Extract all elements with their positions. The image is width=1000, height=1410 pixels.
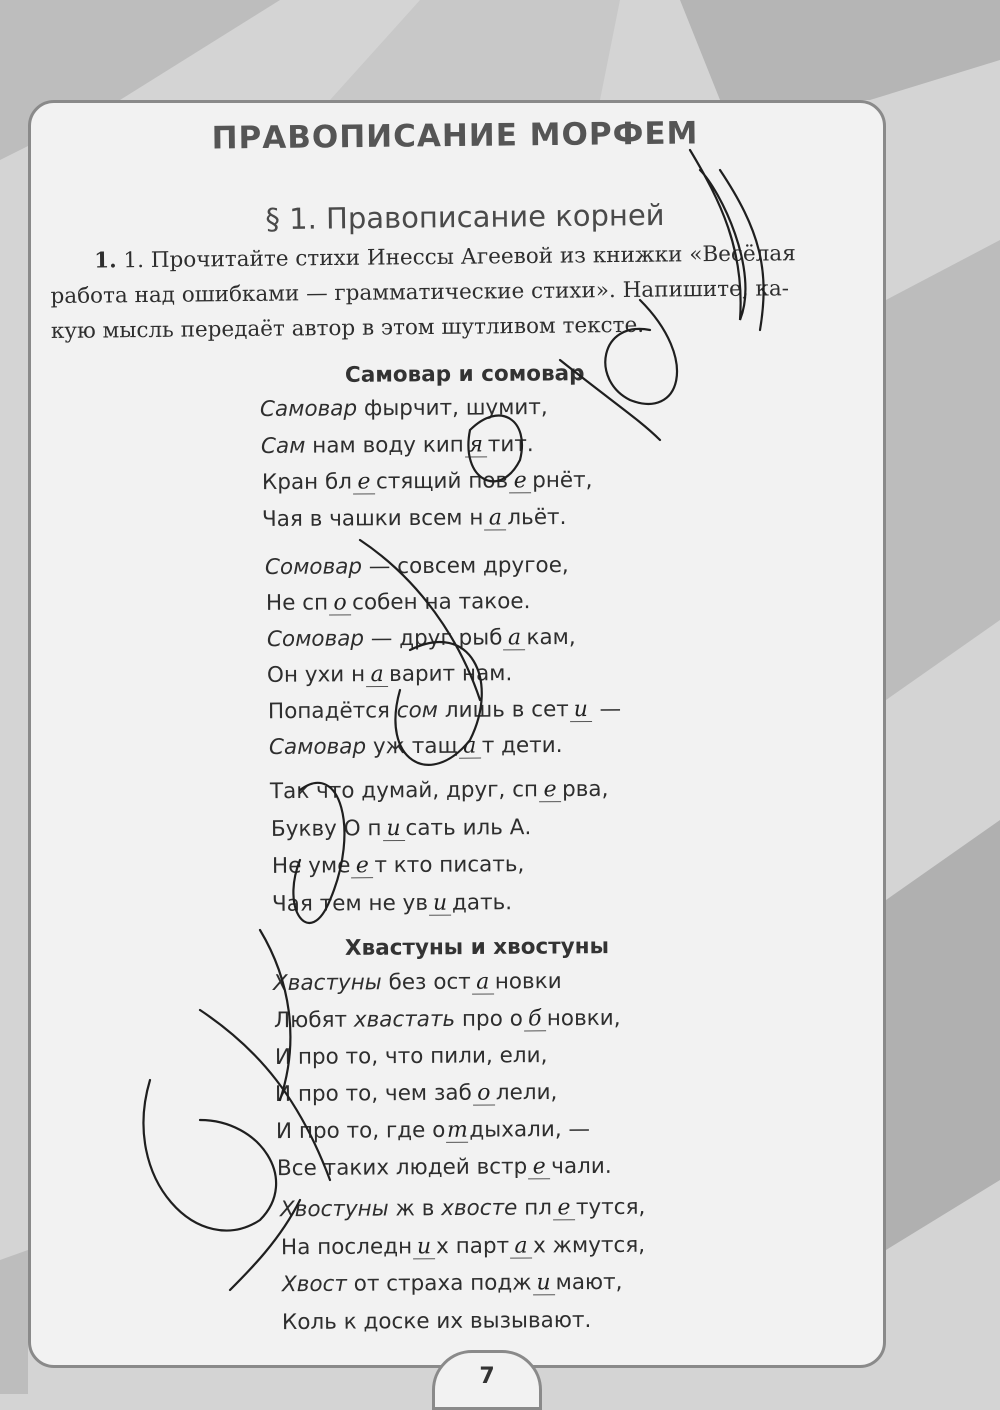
line-text: без ост xyxy=(381,969,471,996)
line-text: льёт. xyxy=(507,504,567,530)
line-text: Кран бл xyxy=(261,469,352,496)
poem-line xyxy=(275,1043,548,1070)
line-text: собен на такое. xyxy=(351,589,531,616)
line-text: дыхали, — xyxy=(469,1116,591,1143)
handwritten-letter: и xyxy=(570,699,592,722)
line-text: ж в xyxy=(388,1196,442,1222)
line-text: фырчит, шумит, xyxy=(356,394,548,422)
line-text: т кто писать, xyxy=(373,852,525,879)
poem-line xyxy=(271,815,531,842)
paragraph-title: § 1. Правописание корней xyxy=(265,197,665,237)
poem-line xyxy=(262,468,593,495)
line-text: рнёт, xyxy=(531,467,593,494)
poem-line xyxy=(274,1006,621,1033)
line-text: т дети. xyxy=(481,732,563,759)
line-text: — совсем другое, xyxy=(361,552,569,580)
handwritten-letter: б xyxy=(524,1008,546,1031)
line-text: лишь в сет xyxy=(438,697,570,724)
poem-line xyxy=(273,969,562,996)
handwritten-letter: и xyxy=(382,817,404,840)
italic-word: хвастать xyxy=(353,1006,456,1033)
line-text: варит нам. xyxy=(389,661,513,688)
line-text: Не сп xyxy=(265,590,328,616)
poem-line xyxy=(275,1080,558,1107)
italic-word: Сам xyxy=(260,433,306,459)
poem-line xyxy=(272,890,512,917)
poem-line xyxy=(260,395,548,422)
poem-line xyxy=(262,504,567,531)
line-text: — друг рыб xyxy=(363,625,503,652)
line-text: Попадётся xyxy=(268,698,398,725)
line-text: пл xyxy=(517,1195,553,1221)
handwritten-letter: я xyxy=(465,434,487,457)
poem-line xyxy=(268,697,621,724)
line-text: стящий пов xyxy=(375,468,508,495)
line-text: уж тащ xyxy=(365,733,458,760)
italic-word: хвосте xyxy=(441,1195,518,1222)
task-text xyxy=(50,235,873,349)
poem-line xyxy=(280,1195,646,1223)
task-line-1: 1. 1. Прочитайте стихи Инессы Агеевой из книжки «Весёлая xyxy=(94,241,796,274)
poem-line xyxy=(269,733,563,760)
line-text: На последн xyxy=(280,1233,412,1260)
section-title: ПРАВОПИСАНИЕ МОРФЕМ xyxy=(211,115,699,157)
poem1-title: Самовар и сомовар xyxy=(344,361,585,388)
handwritten-letter: а xyxy=(459,736,481,759)
poem-line xyxy=(265,553,569,580)
line-text: х жмутся, xyxy=(532,1232,645,1259)
handwritten-letter: о xyxy=(473,1082,495,1105)
line-text: тутся, xyxy=(575,1194,646,1221)
line-text: И про то, где о xyxy=(276,1117,446,1145)
line-text: — xyxy=(592,696,622,722)
handwritten-letter: е xyxy=(509,470,531,493)
task-line-2: работа над ошибками — грамматические стихи». Напишите, ка- xyxy=(50,276,790,309)
italic-word: Самовар xyxy=(268,734,367,761)
page-number: 7 xyxy=(479,1364,495,1389)
handwritten-letter: а xyxy=(510,1235,532,1258)
poem2-title: Хвастуны и хвостуны xyxy=(344,934,610,961)
line-text: Все таких людей встр xyxy=(276,1154,528,1182)
line-text: от страха подж xyxy=(346,1270,532,1297)
italic-word: Сомовар xyxy=(264,554,363,581)
line-text: кам, xyxy=(525,624,576,651)
poem-line xyxy=(267,625,576,652)
line-text: Так что думай, друг, сп xyxy=(269,777,539,805)
line-text: Он ухи н xyxy=(267,662,366,688)
italic-word: сом xyxy=(396,698,439,724)
poem-line xyxy=(261,432,534,459)
line-text: Чая в чашки всем н xyxy=(262,505,484,532)
handwritten-letter: и xyxy=(532,1272,554,1295)
line-text: новки, xyxy=(546,1005,621,1032)
italic-word: Самовар xyxy=(259,396,358,423)
handwritten-letter: а xyxy=(485,507,507,530)
handwritten-letter: е xyxy=(553,1197,575,1220)
italic-word: Хвост xyxy=(281,1271,347,1298)
handwritten-letter: а xyxy=(366,664,388,687)
line-text: Не уме xyxy=(271,853,351,879)
line-text: Чая тем не ув xyxy=(272,890,429,917)
line-text: Букву О п xyxy=(270,815,382,842)
poem-line xyxy=(266,589,531,616)
poem-line xyxy=(270,777,609,804)
poem-line xyxy=(282,1270,623,1297)
line-text: И про то, чем заб xyxy=(275,1080,473,1107)
line-text: Любят xyxy=(273,1007,354,1034)
line-text: сать иль А. xyxy=(405,814,532,841)
poem-line xyxy=(276,1117,590,1144)
poem-line xyxy=(272,852,524,879)
line-text: дать. xyxy=(452,889,513,916)
handwritten-letter: е xyxy=(539,779,561,802)
poem-line xyxy=(281,1232,645,1260)
line-text: Коль к доске их вызывают. xyxy=(282,1307,592,1335)
italic-word: Хвастуны xyxy=(272,970,382,997)
line-text: нам воду кип xyxy=(305,432,464,459)
handwritten-letter: е xyxy=(528,1156,550,1179)
line-text: рва, xyxy=(561,776,609,803)
line-text: И про то, что пили, ели, xyxy=(274,1043,548,1070)
line-text: лели, xyxy=(496,1080,558,1106)
task-line-3: кую мысль передаёт автор в этом шутливом тексте. xyxy=(50,312,645,344)
handwritten-letter: и xyxy=(413,1236,435,1259)
line-text: новки xyxy=(494,968,562,995)
handwritten-letter: а xyxy=(503,627,525,650)
handwritten-letter: е xyxy=(353,471,375,494)
handwritten-letter: е xyxy=(351,855,373,878)
line-text: тит. xyxy=(487,431,534,457)
line-text: чали. xyxy=(551,1153,612,1180)
poem-line xyxy=(277,1154,612,1181)
line-text: про о xyxy=(454,1006,523,1032)
handwritten-letter: о xyxy=(329,592,351,615)
poem-line xyxy=(282,1307,591,1334)
handwritten-letter: и xyxy=(429,892,451,915)
line-text: мают, xyxy=(555,1269,623,1296)
handwritten-letter: а xyxy=(472,971,494,994)
poem-line xyxy=(267,661,512,688)
handwritten-letter: т xyxy=(447,1117,469,1143)
italic-word: Хвостуны xyxy=(279,1196,389,1223)
italic-word: Сомовар xyxy=(266,626,364,653)
line-text: х парт xyxy=(435,1233,509,1259)
